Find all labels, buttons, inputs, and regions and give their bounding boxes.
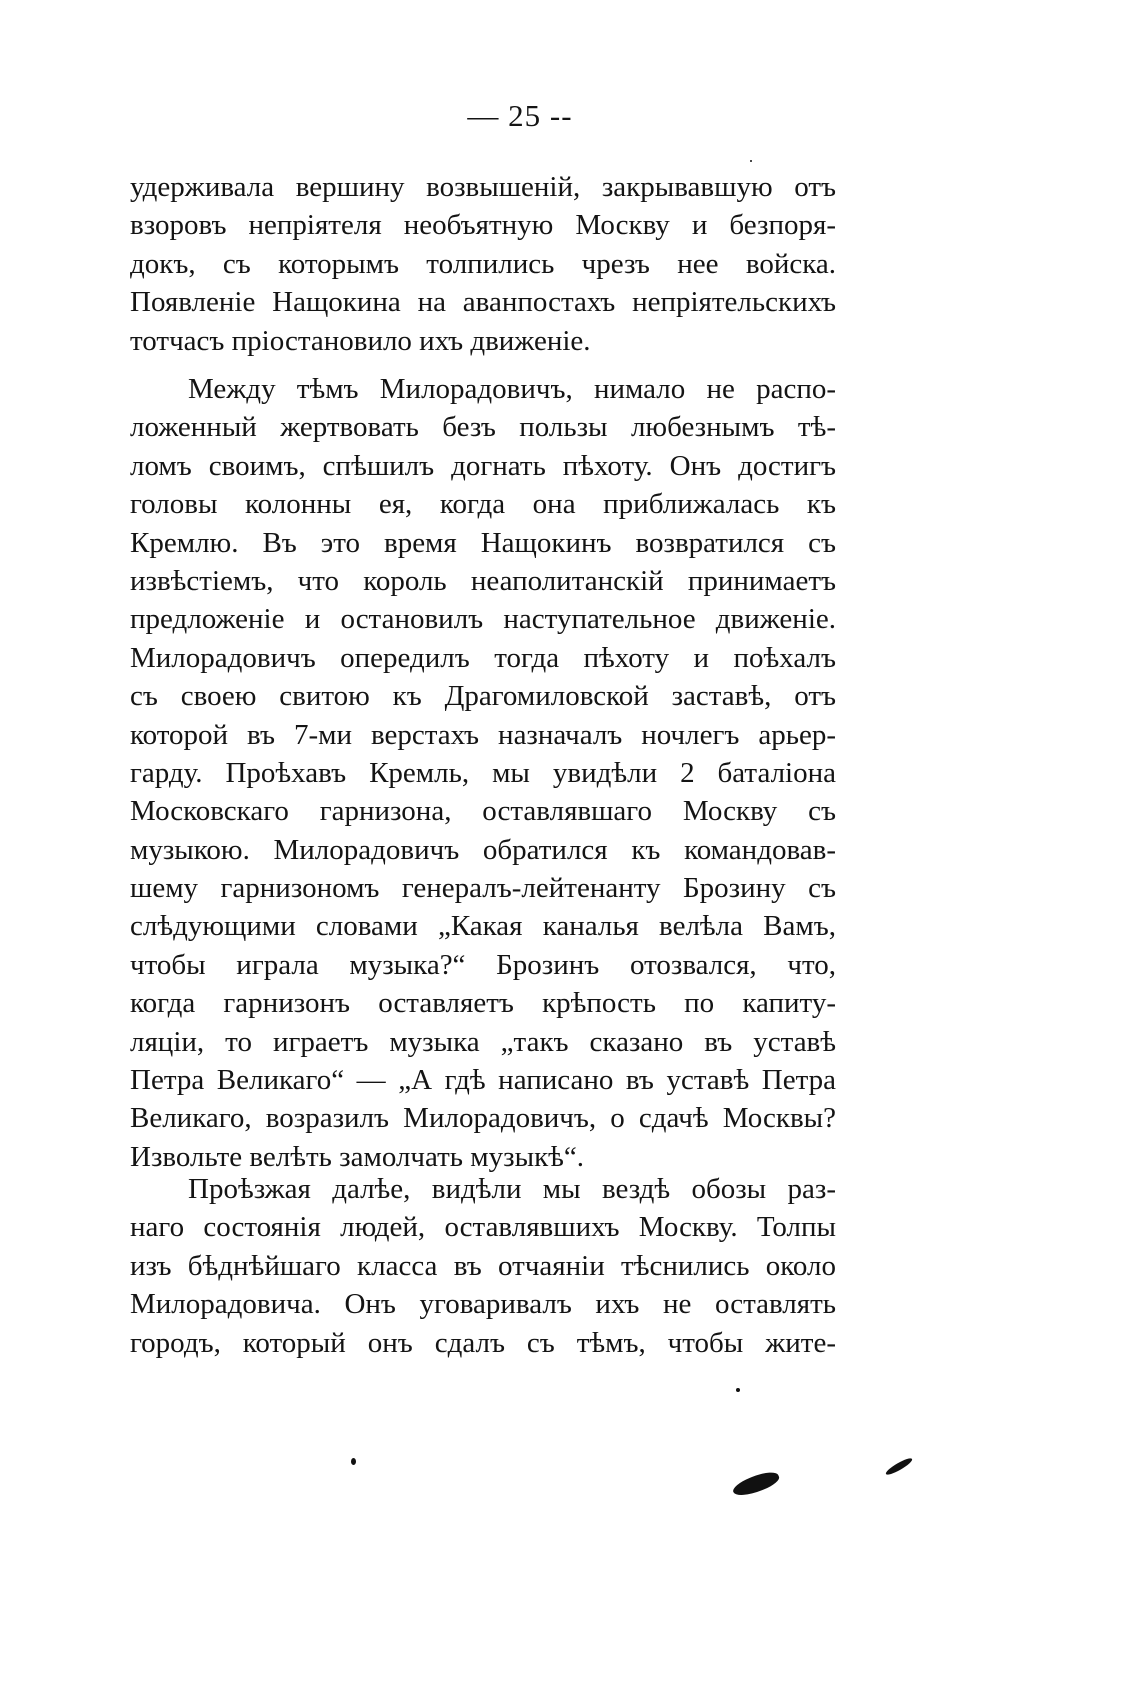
text-line: чтобы играла музыка?“ Брозинъ отозвался, что, <box>130 948 836 981</box>
text-line: которой въ 7-ми верстахъ назначалъ ночлегъ арьер- <box>130 718 836 751</box>
ink-speck <box>736 1388 740 1392</box>
paragraph-3 <box>130 1170 836 1362</box>
text-line: музыкою. Милорадовичъ обратился къ командовав- <box>130 833 836 866</box>
text-line: Кремлю. Въ это время Нащокинъ возвратился съ <box>130 526 836 559</box>
text-line: Милорадовичъ опередилъ тогда пѣхоту и поѣхалъ <box>130 641 836 674</box>
text-line: Московскаго гарнизона, оставлявшаго Москву съ <box>130 795 836 828</box>
text-line: Великаго, возразилъ Милорадовичъ, о сдачѣ Москвы? <box>130 1102 836 1135</box>
text-line: ложенный жертвовать безъ пользы любезнымъ тѣ- <box>130 411 836 444</box>
text-line: Между тѣмъ Милорадовичъ, нимало не распо- <box>188 373 836 405</box>
text-line: извѣстіемъ, что король неаполитанскій принимаетъ <box>130 564 836 597</box>
text-line: головы колонны ея, когда она приближалась къ <box>130 488 836 521</box>
page-number: — 25 -- <box>467 98 573 133</box>
text-line: ляціи, то играетъ музыка „такъ сказано въ уставѣ <box>130 1025 836 1058</box>
text-line: наго состоянія людей, оставлявшихъ Москву. Толпы <box>130 1211 836 1244</box>
text-line: удерживала вершину возвышеній, закрывавшую отъ <box>130 171 836 203</box>
text-line: предложеніе и остановилъ наступательное движеніе. <box>130 603 836 636</box>
text-line: слѣдующими словами „Какая каналья велѣла Вамъ, <box>130 910 836 943</box>
text-line: съ своею свитою къ Драгомиловской заставѣ, отъ <box>130 680 836 713</box>
text-line: шему гарнизономъ генералъ-лейтенанту Брозину съ <box>130 872 836 905</box>
text-line: когда гарнизонъ оставляетъ крѣпость по капиту- <box>130 987 836 1020</box>
text-line: ломъ своимъ, спѣшилъ догнать пѣхоту. Онъ достигъ <box>130 449 836 482</box>
text-line: Извольте велѣть замолчать музыкѣ“. <box>130 1140 585 1173</box>
text-line: тотчасъ пріостановило ихъ движеніе. <box>130 324 591 357</box>
ink-blot <box>731 1468 781 1501</box>
paragraph-1 <box>130 168 836 360</box>
text-line: взоровъ непріятеля необъятную Москву и безпоря- <box>130 209 836 242</box>
paragraph-2 <box>130 370 836 1176</box>
ink-blot <box>884 1456 913 1477</box>
ink-speck <box>351 1458 356 1465</box>
text-line: Милорадовича. Онъ уговаривалъ ихъ не оставлять <box>130 1288 836 1321</box>
text-line: Появленіе Нащокина на аванпостахъ непріятельскихъ <box>130 286 836 319</box>
ink-speck <box>750 160 752 162</box>
text-line: докъ, съ которымъ толпились чрезъ нее войска. <box>130 247 836 280</box>
text-line: изъ бѣднѣйшаго класса въ отчаяніи тѣснились около <box>130 1249 836 1282</box>
text-line: Петра Великаго“ — „А гдѣ написано въ уставѣ Петра <box>130 1064 836 1097</box>
text-line: городъ, который онъ сдалъ съ тѣмъ, чтобы жите- <box>130 1326 836 1359</box>
text-line: Проѣзжая далѣе, видѣли мы вездѣ обозы раз- <box>188 1173 836 1205</box>
text-line: гарду. Проѣхавъ Кремль, мы увидѣли 2 баталіона <box>130 756 836 789</box>
